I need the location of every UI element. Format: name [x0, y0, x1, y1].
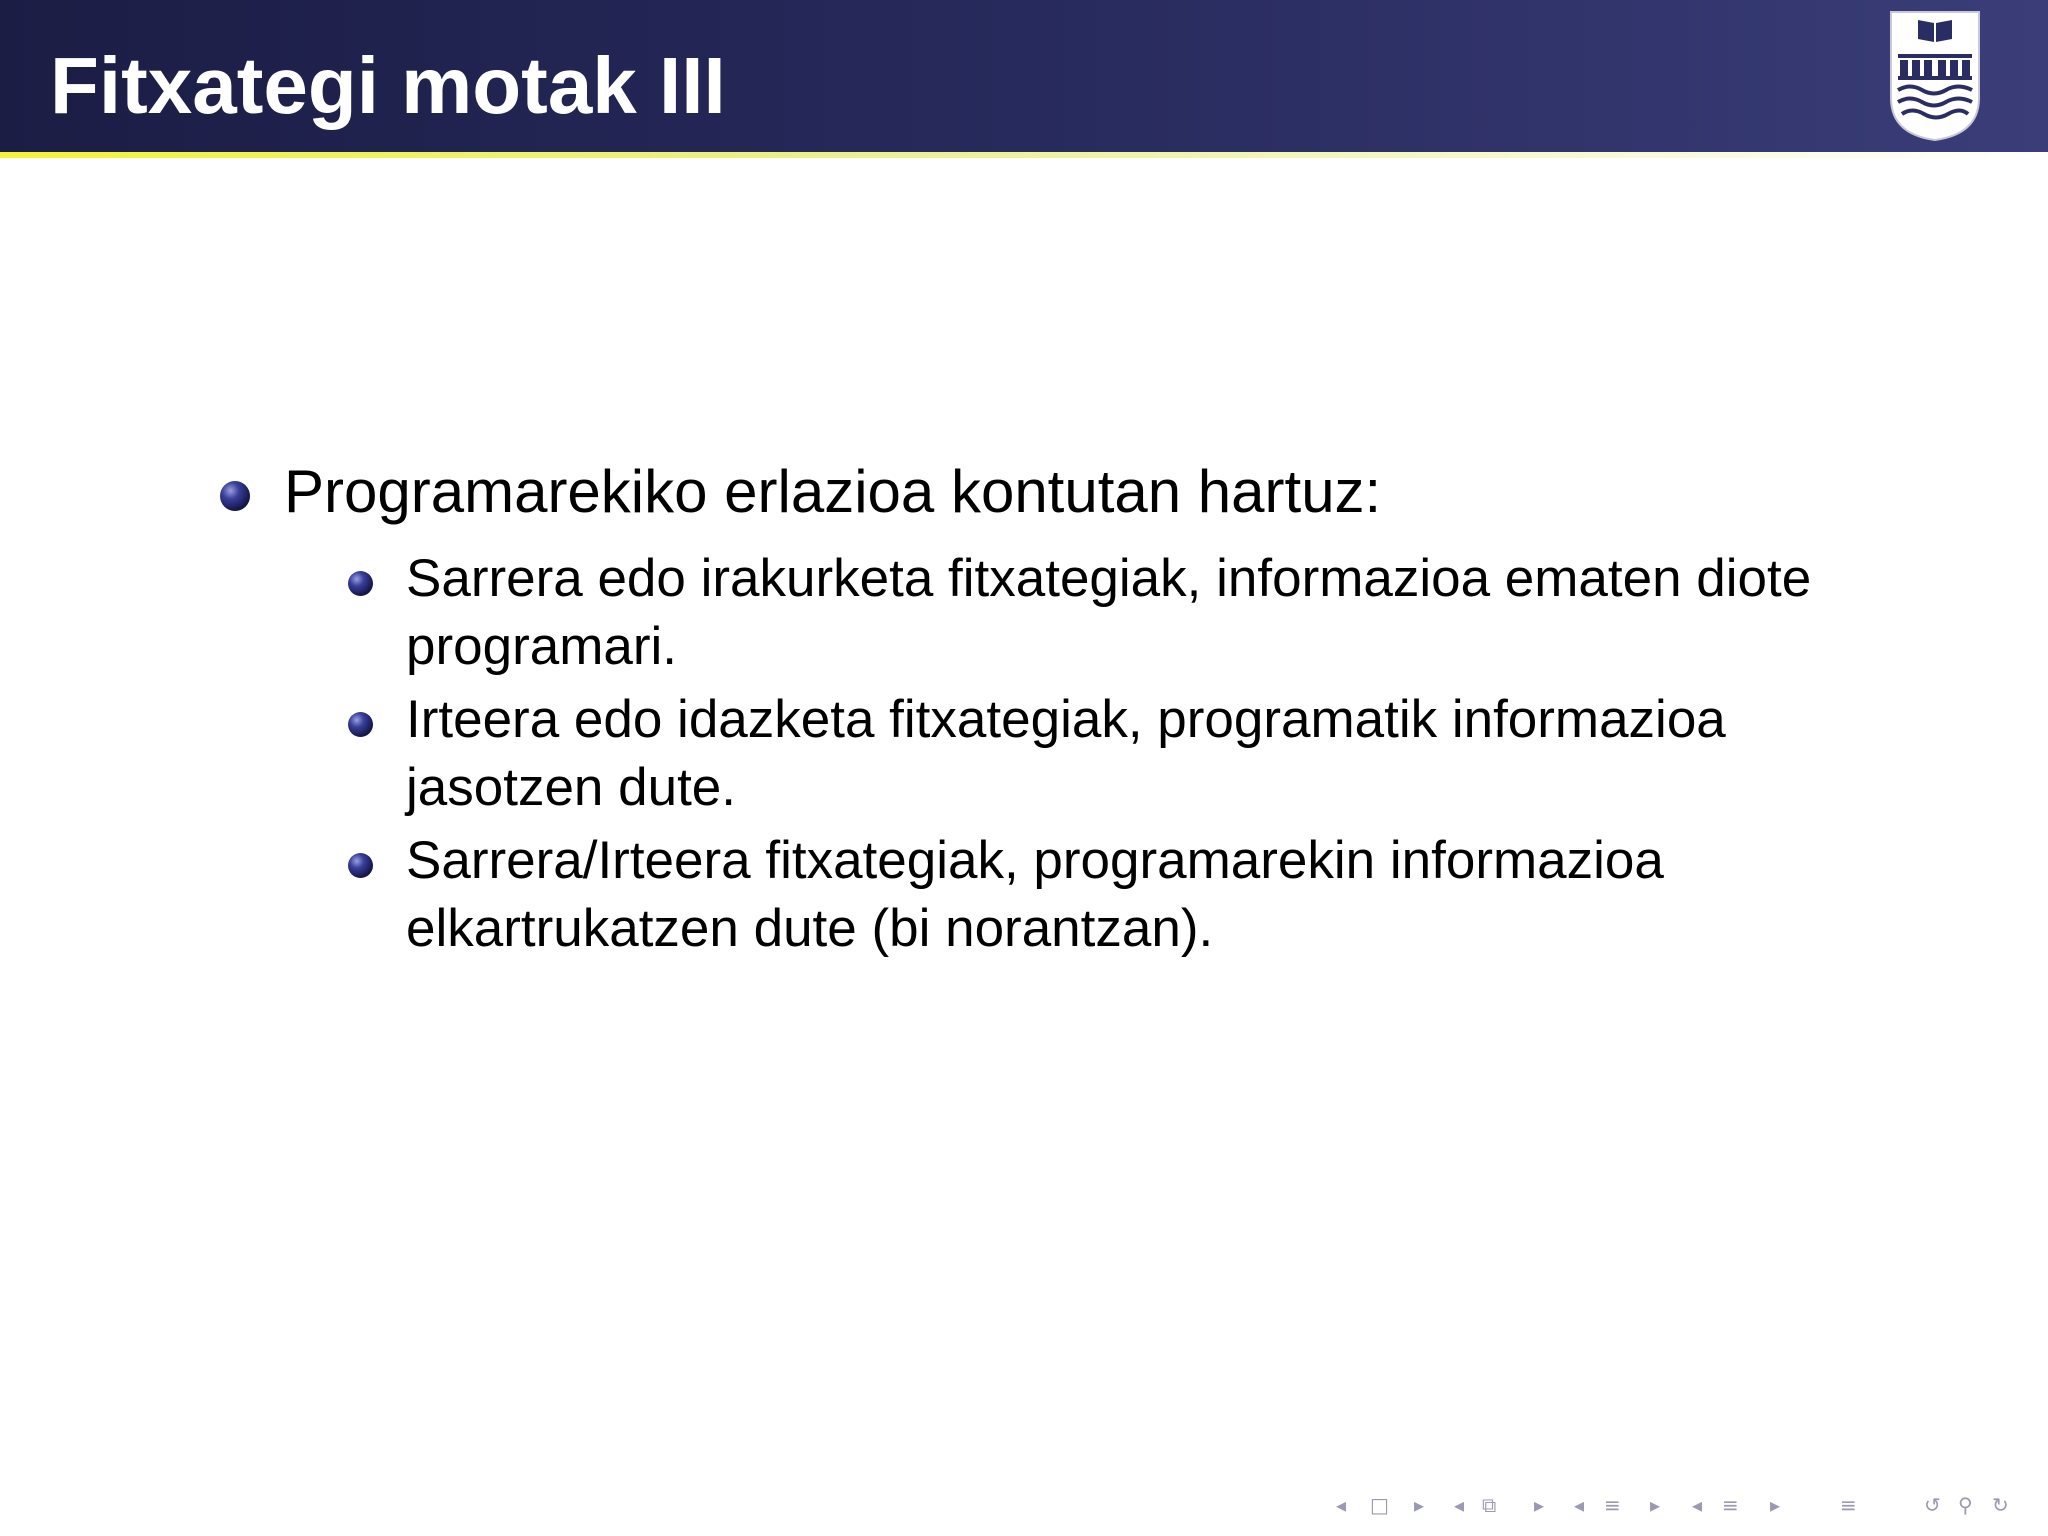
nav-right-arrow-icon[interactable]: ▸: [1534, 1493, 1545, 1517]
nav-left-arrow-icon[interactable]: ◂: [1692, 1493, 1703, 1517]
presentation-icon[interactable]: ≡: [1722, 1493, 1739, 1517]
bullet-icon: [220, 481, 250, 511]
bullet-heading: Programarekiko erlazioa kontutan hartuz:: [284, 458, 1382, 525]
subsection-icon[interactable]: ⧉: [1482, 1493, 1497, 1517]
bullet-icon: [348, 571, 373, 596]
toc-icon[interactable]: ≡: [1840, 1493, 1857, 1517]
nav-right-arrow-icon[interactable]: ▸: [1650, 1493, 1661, 1517]
nav-left-arrow-icon[interactable]: ◂: [1454, 1493, 1465, 1517]
bullet-icon: [348, 712, 373, 737]
sub-bullet-output-files: Irteera edo idazketa fitxategiak, programatik informazioa jasotzen dute.: [406, 690, 1726, 817]
nav-left-arrow-icon[interactable]: ◂: [1574, 1493, 1585, 1517]
undo-icon[interactable]: ↺: [1924, 1493, 1941, 1517]
search-icon[interactable]: ⚲: [1958, 1493, 1973, 1517]
nav-left-arrow-icon[interactable]: ◂: [1336, 1493, 1347, 1517]
frame-icon[interactable]: □: [1370, 1493, 1389, 1517]
slide-title: Fitxategi motak III: [50, 41, 726, 130]
beamer-navigation-bar: [1330, 1490, 2030, 1520]
bullet-icon: [348, 853, 373, 878]
sub-bullet-input-files: Sarrera edo irakurketa fitxategiak, informazioa ematen diote programari.: [406, 549, 1812, 676]
redo-icon[interactable]: ↻: [1992, 1493, 2009, 1517]
sub-bullet-io-files: Sarrera/Irteera fitxategiak, programarekin informazioa elkartrukatzen dute (bi norantzan).: [406, 831, 1664, 958]
nav-right-arrow-icon[interactable]: ▸: [1770, 1493, 1781, 1517]
nav-right-arrow-icon[interactable]: ▸: [1414, 1493, 1425, 1517]
section-icon[interactable]: ≡: [1604, 1493, 1621, 1517]
